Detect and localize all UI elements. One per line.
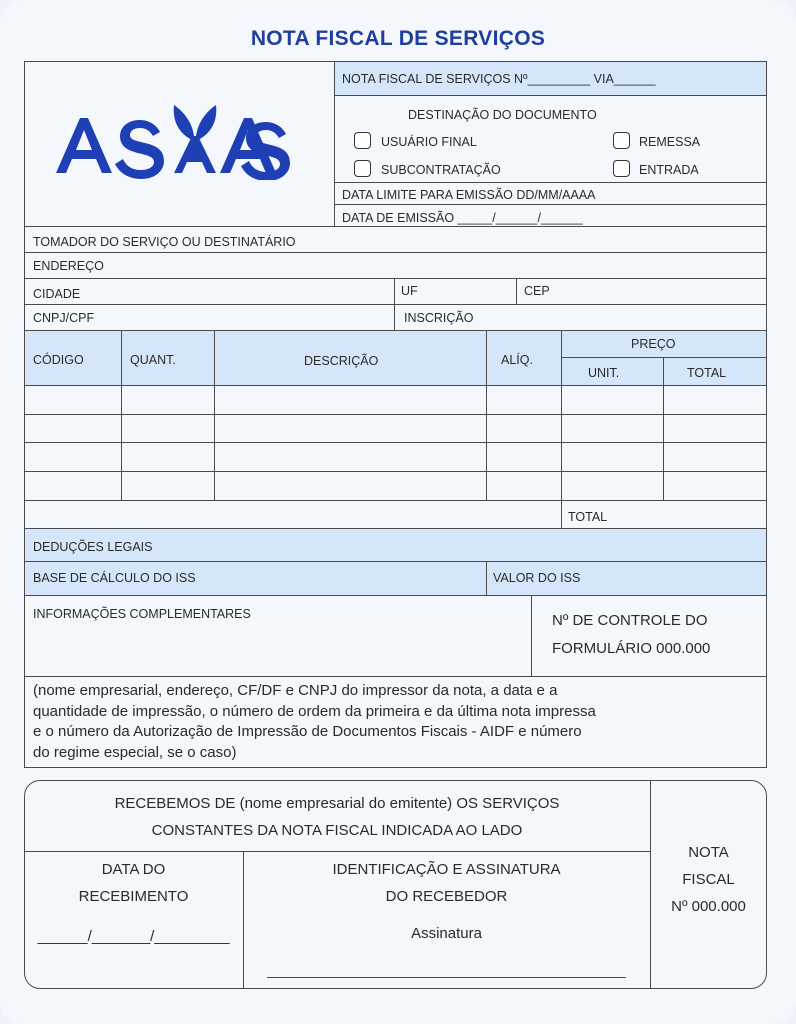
cep-field[interactable]: CEP bbox=[524, 284, 550, 298]
impressor-note-3: e o número da Autorização de Impressão de Documentos Fiscais - AIDF e número bbox=[33, 723, 582, 740]
data-emissao-field[interactable]: DATA DE EMISSÃO _____/______/______ bbox=[342, 211, 583, 225]
logo-s-icon bbox=[236, 118, 296, 180]
controle-line-1: Nº DE CONTROLE DO bbox=[552, 612, 708, 629]
total-row-label: TOTAL bbox=[568, 510, 608, 524]
data-limite-emissao: DATA LIMITE PARA EMISSÃO DD/MM/AAAA bbox=[342, 188, 596, 202]
endereco-field[interactable]: ENDEREÇO bbox=[33, 259, 104, 273]
stub-nota-line-1: NOTA bbox=[688, 844, 729, 861]
cnpj-cpf-field[interactable]: CNPJ/CPF bbox=[33, 311, 95, 325]
checkbox-entrada[interactable] bbox=[613, 160, 630, 177]
col-descricao: DESCRIÇÃO bbox=[304, 354, 379, 368]
option-usuario-final: USUÁRIO FINAL bbox=[381, 135, 477, 149]
assinatura-line[interactable] bbox=[267, 977, 626, 978]
data-recebimento-line-2: RECEBIMENTO bbox=[78, 888, 189, 905]
valor-iss: VALOR DO ISS bbox=[493, 571, 581, 585]
destinacao-title: DESTINAÇÃO DO DOCUMENTO bbox=[408, 108, 597, 122]
impressor-note-1: (nome empresarial, endereço, CF/DF e CNPJ do impressor da nota, a data e a bbox=[33, 682, 558, 699]
col-codigo: CÓDIGO bbox=[33, 353, 84, 367]
assinatura-label: Assinatura bbox=[411, 925, 482, 942]
col-preco: PREÇO bbox=[631, 337, 676, 351]
deducoes-legais: DEDUÇÕES LEGAIS bbox=[33, 540, 153, 554]
option-subcontratacao: SUBCONTRATAÇÃO bbox=[381, 163, 501, 177]
uf-field[interactable]: UF bbox=[401, 284, 418, 298]
nf-number-line: NOTA FISCAL DE SERVIÇOS Nº_________ VIA______ bbox=[342, 72, 656, 86]
col-total: TOTAL bbox=[687, 366, 727, 380]
col-unit: UNIT. bbox=[588, 366, 620, 380]
receipt-line-1: RECEBEMOS DE (nome empresarial do emitente) OS SERVIÇOS bbox=[114, 795, 560, 812]
checkbox-subcontratacao[interactable] bbox=[354, 160, 371, 177]
data-recebimento-line-1: DATA DO bbox=[101, 861, 166, 878]
identificacao-line-1: IDENTIFICAÇÃO E ASSINATURA bbox=[332, 861, 561, 878]
checkbox-remessa[interactable] bbox=[613, 132, 630, 149]
col-aliq: ALÍQ. bbox=[501, 353, 533, 367]
identificacao-line-2: DO RECEBEDOR bbox=[385, 888, 508, 905]
checkbox-usuario-final[interactable] bbox=[354, 132, 371, 149]
receipt-line-2: CONSTANTES DA NOTA FISCAL INDICADA AO LADO bbox=[151, 822, 523, 839]
option-remessa: REMESSA bbox=[639, 135, 701, 149]
document-title: NOTA FISCAL DE SERVIÇOS bbox=[250, 27, 546, 50]
data-recebimento-field[interactable]: ______/_______/_________ bbox=[37, 928, 230, 945]
option-entrada: ENTRADA bbox=[639, 163, 699, 177]
col-quant: QUANT. bbox=[130, 353, 176, 367]
controle-line-2: FORMULÁRIO 000.000 bbox=[552, 640, 711, 657]
base-calculo-iss: BASE DE CÁLCULO DO ISS bbox=[33, 571, 196, 585]
inscricao-field[interactable]: INSCRIÇÃO bbox=[404, 311, 474, 325]
stub-nota-line-2: FISCAL bbox=[682, 871, 735, 888]
cidade-field[interactable]: CIDADE bbox=[33, 287, 81, 301]
tomador-label: TOMADOR DO SERVIÇO OU DESTINATÁRIO bbox=[33, 235, 296, 249]
stub-nota-number: Nº 000.000 bbox=[671, 898, 746, 915]
informacoes-complementares: INFORMAÇÕES COMPLEMENTARES bbox=[33, 607, 251, 621]
impressor-note-2: quantidade de impressão, o número de ordem da primeira e da última nota impressa bbox=[33, 703, 596, 720]
impressor-note-4: do regime especial, se o caso) bbox=[33, 744, 237, 761]
